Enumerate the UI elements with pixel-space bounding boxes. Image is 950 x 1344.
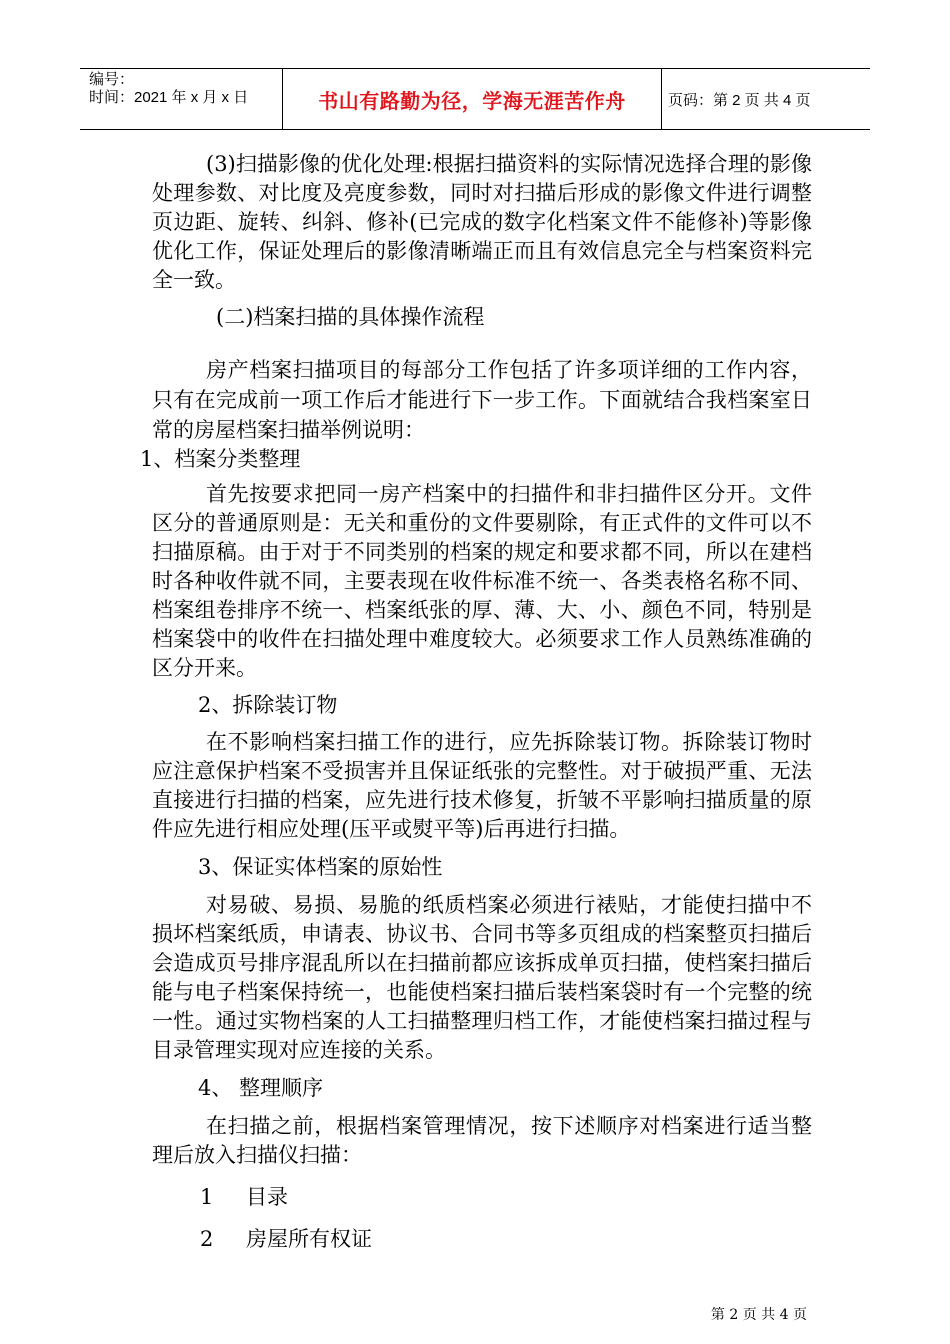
header-meta-cell: [80, 69, 283, 129]
page-footer: 第 2 页 共 4 页: [710, 1307, 807, 1323]
paragraph-classification: 首先按要求把同一房产档案中的扫描件和非扫描件区分开。文件区分的普通原则是：无关和重份的文件要剔除，有正式件的文件可以不扫描原稿。由于对于不同类别的档案的规定和要求都不同，所以在建档时各种收件就不同，主要表现在收件标准不统一、各类表格名称不同、档案组卷排序不统一、档案纸张的厚、薄、大、小、颜色不同，特别是档案袋中的收件在扫描处理中难度较大。必须要求工作人员熟练准确的区分开来。: [152, 482, 812, 680]
header-motto: 书山有路勤为径，学海无涯苦作舟: [283, 69, 662, 129]
paragraph-image-optimization: (3)扫描影像的优化处理:根据扫描资料的实际情况选择合理的影像处理参数、对比度及亮度参数，同时对扫描后形成的影像文件进行调整页边距、旋转、纠斜、修补(已完成的数字化档案文件不能修补)等影像优化工作，保证处理后的影像清晰端正而且有效信息完全与档案资料完全一致。: [152, 152, 812, 292]
list-item: [152, 1180, 812, 1214]
list-item-text: 目录: [246, 1185, 288, 1209]
paragraph-originality: 对易破、易损、易脆的纸质档案必须进行裱贴，才能使扫描中不损坏档案纸质，申请表、协议书、合同书等多页组成的档案整页扫描后会造成页号排序混乱所以在扫描前都应该拆成单页扫描，使档案扫描后能与电子档案保持统一，也能使档案扫描后装档案袋时有一个完整的统一性。通过实物档案的人工扫描整理归档工作，才能使档案扫描过程与目录管理实现对应连接的关系。: [152, 893, 812, 1062]
heading-remove-bindings: 2、拆除装订物: [198, 693, 338, 717]
paragraph-remove-bindings: 在不影响档案扫描工作的进行，应先拆除装订物。拆除装订物时应注意保护档案不受损害并且保证纸张的完整性。对于破损严重、无法直接进行扫描的档案，应先进行技术修复，折皱不平影响扫描质量的原件应先进行相应处理(压平或熨平等)后再进行扫描。: [152, 730, 812, 841]
list-item: [152, 1222, 812, 1256]
heading-classification: 1、档案分类整理: [140, 447, 301, 471]
document-number: 编号：: [89, 71, 135, 88]
page-header: [80, 68, 870, 130]
order-list: [152, 1180, 812, 1256]
list-item-number: 1: [200, 1185, 214, 1209]
paragraph-order: 在扫描之前，根据档案管理情况，按下述顺序对档案进行适当整理后放入扫描仪扫描：: [152, 1114, 812, 1167]
heading-order: 4、 整理顺序: [198, 1076, 324, 1100]
heading-originality: 3、保证实体档案的原始性: [198, 855, 443, 879]
list-item-number: 2: [200, 1227, 214, 1251]
section-heading-process: (二)档案扫描的具体操作流程: [216, 305, 485, 329]
header-page-number: 页码：第 2 页 共 4 页: [668, 91, 811, 109]
list-item-text: 房屋所有权证: [246, 1227, 372, 1251]
document-body: [140, 150, 812, 1256]
document-date: 时间：2021 年 x 月 x 日: [89, 89, 249, 106]
paragraph-intro: 房产档案扫描项目的每部分工作包括了许多项详细的工作内容，只有在完成前一项工作后才能进行下一步工作。下面就结合我档案室日常的房屋档案扫描举例说明：: [152, 358, 812, 442]
